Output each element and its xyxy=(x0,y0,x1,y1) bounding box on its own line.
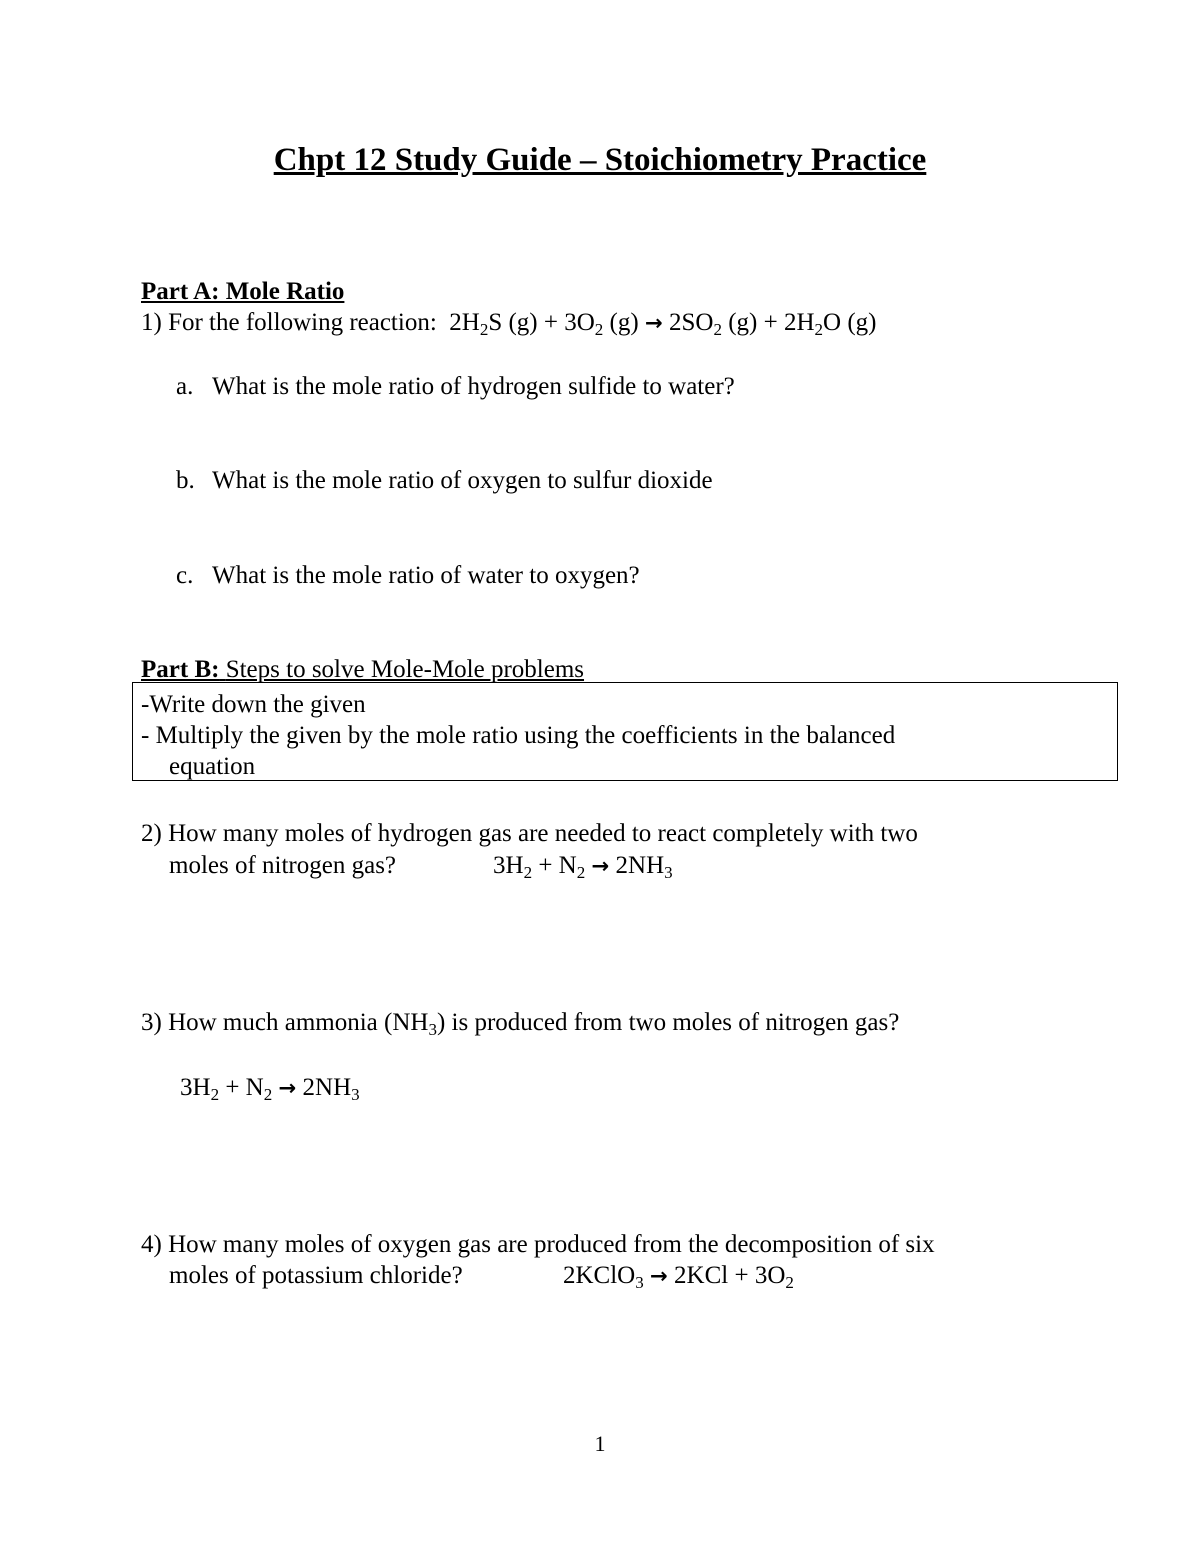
question-2-line-1: 2) How many moles of hydrogen gas are needed to react completely with two xyxy=(141,820,918,847)
question-2-line-2: moles of nitrogen gas? xyxy=(169,852,397,879)
question-1a-text: What is the mole ratio of hydrogen sulfide to water? xyxy=(212,373,735,400)
reaction-equation-1: $2H_2S$ $(g) + 3O_2$ $(g) \to 2SO_2$ $(g) + 2H_2O$ (g) xyxy=(449,309,877,339)
question-4-line-1: 4) How many moles of oxygen gas are produced from the decomposition of six xyxy=(141,1231,935,1258)
reaction-equation-3: $3H_2 + N_2 \to 2NH_3$ xyxy=(180,1074,360,1104)
question-1 xyxy=(141,309,877,339)
question-1c-label: c. xyxy=(176,562,194,589)
question-1c-text: What is the mole ratio of water to oxygen? xyxy=(212,562,640,589)
arrow-icon: → xyxy=(591,854,610,879)
question-1a-label: a. xyxy=(176,373,194,400)
question-1-prefix: 1) For the following reaction: xyxy=(141,309,437,336)
question-1b-label: b. xyxy=(176,467,195,494)
reaction-equation-2: $3H_2 + N_2 \to 2NH_3$ xyxy=(493,852,673,882)
question-4-line-2: moles of potassium chloride? xyxy=(169,1262,463,1289)
question-3: 3) How much ammonia $(NH_3)$ is produced from two moles of nitrogen gas? xyxy=(141,1009,900,1039)
arrow-icon: → xyxy=(278,1076,297,1101)
part-b-heading: Part B: Steps to solve Mole-Mole problems xyxy=(141,656,585,683)
step-2-line-2: equation xyxy=(169,753,256,780)
step-1: -Write down the given xyxy=(141,691,366,718)
arrow-icon: → xyxy=(644,311,663,336)
reaction-equation-4: 2KClO$_3$ → $2KCl + 3O_2$ xyxy=(563,1262,794,1292)
step-2-line-1: - Multiply the given by the mole ratio using the coefficients in the balanced xyxy=(141,722,896,749)
arrow-icon: → xyxy=(649,1264,668,1289)
page-number: 1 xyxy=(594,1431,606,1456)
question-1b-text: What is the mole ratio of oxygen to sulfur dioxide xyxy=(212,467,713,494)
document-title: Chpt 12 Study Guide – Stoichiometry Practice xyxy=(273,142,927,178)
part-a-heading: Part A: Mole Ratio xyxy=(141,278,345,305)
